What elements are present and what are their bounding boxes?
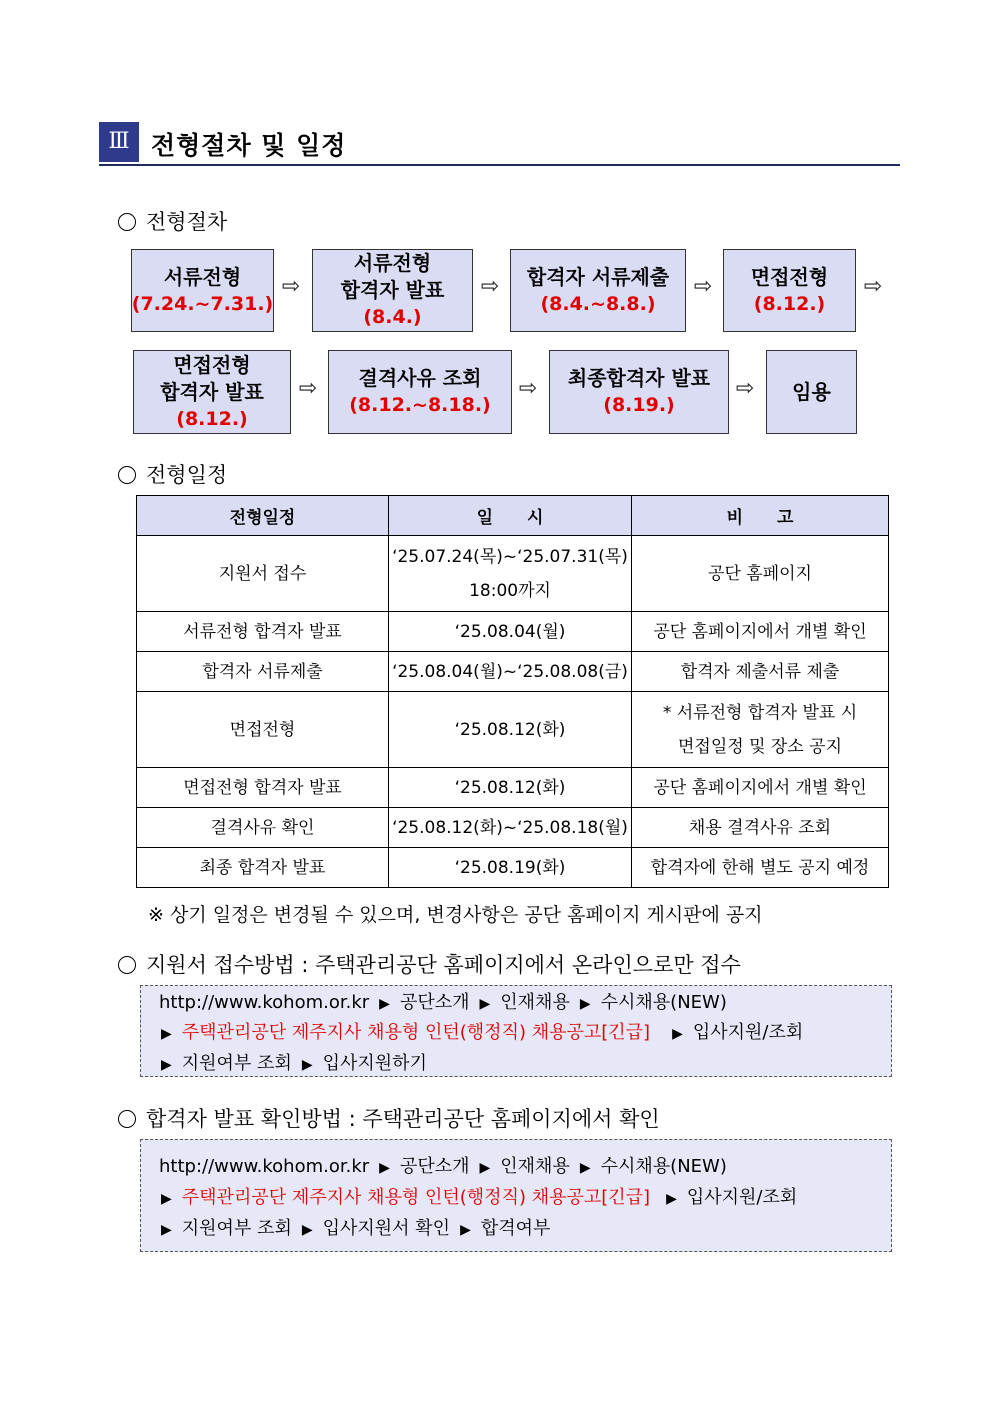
flow-step-final-result: 최종합격자 발표 (8.19.) xyxy=(549,350,729,434)
triangle-right-icon: ▶ xyxy=(460,1222,471,1238)
date-cell: ‘25.08.04(월) xyxy=(389,612,632,652)
triangle-right-icon: ▶ xyxy=(479,1160,491,1176)
table-row xyxy=(137,612,889,652)
schedule-table xyxy=(136,495,889,888)
date-cell: ‘25.08.12(화) xyxy=(389,692,632,768)
triangle-right-icon: ▶ xyxy=(161,1057,172,1073)
triangle-right-icon: ▶ xyxy=(161,1026,172,1042)
site-url[interactable]: http://www.kohom.or.kr xyxy=(159,1156,370,1177)
flow-step-disqualification-check: 결격사유 조회 (8.12.~8.18.) xyxy=(328,350,512,434)
schedule-heading: 전형일정 xyxy=(118,459,227,489)
date-cell: ‘25.08.12(화) xyxy=(389,768,632,808)
result-route-box xyxy=(140,1139,892,1252)
circle-bullet-icon xyxy=(118,466,136,484)
route-line: ▶ 주택관리공단 제주지사 채용형 인턴(행정직) 채용공고[긴급] ▶ 입사지원/조회 xyxy=(161,1187,798,1208)
job-posting-link[interactable]: 주택관리공단 제주지사 채용형 인턴(행정직) 채용공고[긴급] xyxy=(181,1022,651,1043)
triangle-right-icon: ▶ xyxy=(379,996,390,1012)
column-header: 비 고 xyxy=(632,496,889,536)
stage-cell: 지원서 접수 xyxy=(137,536,389,612)
note-cell: 공단 홈페이지에서 개별 확인 xyxy=(632,612,889,652)
circle-bullet-icon xyxy=(118,213,136,231)
table-row xyxy=(137,808,889,848)
note-cell: 합격자 제출서류 제출 xyxy=(632,652,889,692)
result-method-heading: 합격자 발표 확인방법 : 주택관리공단 홈페이지에서 확인 xyxy=(118,1103,660,1133)
column-header: 전형일정 xyxy=(137,496,389,536)
table-row xyxy=(137,692,889,768)
table-header-row xyxy=(137,496,889,536)
triangle-right-icon: ▶ xyxy=(161,1222,172,1238)
flow-step-appointment: 임용 xyxy=(766,350,857,434)
stage-cell: 면접전형 xyxy=(137,692,389,768)
procedure-heading: 전형절차 xyxy=(118,206,227,236)
route-line: http://www.kohom.or.kr ▶ 공단소개 ▶ 인재채용 ▶ 수시채용(NEW) xyxy=(159,1156,727,1177)
triangle-right-icon: ▶ xyxy=(301,1222,313,1238)
flow-step-interview-result: 면접전형 합격자 발표 (8.12.) xyxy=(133,350,291,434)
section-header xyxy=(99,122,900,166)
table-row xyxy=(137,536,889,612)
stage-cell: 결격사유 확인 xyxy=(137,808,389,848)
column-header: 일 시 xyxy=(389,496,632,536)
hollow-right-arrow-icon: ⇨ xyxy=(863,274,883,299)
apply-method-heading: 지원서 접수방법 : 주택관리공단 홈페이지에서 온라인으로만 접수 xyxy=(118,949,741,979)
note-cell: 공단 홈페이지 xyxy=(632,536,889,612)
hollow-right-arrow-icon: ⇨ xyxy=(735,376,755,401)
circle-bullet-icon xyxy=(118,1110,136,1128)
route-line: ▶ 주택관리공단 제주지사 채용형 인턴(행정직) 채용공고[긴급] ▶ 입사지원/조회 xyxy=(161,1022,804,1043)
hollow-right-arrow-icon: ⇨ xyxy=(693,274,713,299)
job-posting-link[interactable]: 주택관리공단 제주지사 채용형 인턴(행정직) 채용공고[긴급] xyxy=(181,1187,651,1208)
date-cell: ‘25.08.12(화)~‘25.08.18(월) xyxy=(389,808,632,848)
date-cell: ‘25.08.19(화) xyxy=(389,848,632,888)
triangle-right-icon: ▶ xyxy=(161,1191,172,1207)
table-row xyxy=(137,768,889,808)
section-title: 전형절차 및 일정 xyxy=(151,131,347,160)
route-line: ▶ 지원여부 조회 ▶ 입사지원하기 xyxy=(161,1053,427,1074)
note-cell: 합격자에 한해 별도 공지 예정 xyxy=(632,848,889,888)
hollow-right-arrow-icon: ⇨ xyxy=(298,376,318,401)
triangle-right-icon: ▶ xyxy=(579,996,591,1012)
triangle-right-icon: ▶ xyxy=(379,1160,390,1176)
triangle-right-icon: ▶ xyxy=(579,1160,591,1176)
stage-cell: 면접전형 합격자 발표 xyxy=(137,768,389,808)
route-line: http://www.kohom.or.kr ▶ 공단소개 ▶ 인재채용 ▶ 수시채용(NEW) xyxy=(159,992,727,1013)
stage-cell: 서류전형 합격자 발표 xyxy=(137,612,389,652)
hollow-right-arrow-icon: ⇨ xyxy=(480,274,500,299)
flow-step-interview: 면접전형 (8.12.) xyxy=(723,249,856,332)
flow-step-document-submission: 합격자 서류제출 (8.4.~8.8.) xyxy=(510,249,686,332)
section-number: Ⅲ xyxy=(99,122,139,162)
table-row xyxy=(137,652,889,692)
table-row xyxy=(137,848,889,888)
triangle-right-icon: ▶ xyxy=(672,1026,683,1042)
date-cell: ‘25.07.24(목)~‘25.07.31(목) 18:00까지 xyxy=(389,536,632,612)
apply-route-box xyxy=(140,985,892,1077)
flow-step-document-screening: 서류전형 (7.24.~7.31.) xyxy=(131,249,274,332)
hollow-right-arrow-icon: ⇨ xyxy=(281,274,301,299)
date-cell: ‘25.08.04(월)~‘25.08.08(금) xyxy=(389,652,632,692)
stage-cell: 합격자 서류제출 xyxy=(137,652,389,692)
route-line: ▶ 지원여부 조회 ▶ 입사지원서 확인 ▶ 합격여부 xyxy=(161,1218,551,1239)
note-cell: * 서류전형 합격자 발표 시 면접일정 및 장소 공지 xyxy=(632,692,889,768)
flow-step-document-result: 서류전형 합격자 발표 (8.4.) xyxy=(312,249,473,332)
note-cell: 공단 홈페이지에서 개별 확인 xyxy=(632,768,889,808)
schedule-footnote: ※ 상기 일정은 변경될 수 있으며, 변경사항은 공단 홈페이지 게시판에 공지 xyxy=(148,904,763,926)
hollow-right-arrow-icon: ⇨ xyxy=(518,376,538,401)
note-cell: 채용 결격사유 조회 xyxy=(632,808,889,848)
circle-bullet-icon xyxy=(118,956,136,974)
triangle-right-icon: ▶ xyxy=(301,1057,313,1073)
triangle-right-icon: ▶ xyxy=(666,1191,677,1207)
triangle-right-icon: ▶ xyxy=(479,996,491,1012)
stage-cell: 최종 합격자 발표 xyxy=(137,848,389,888)
site-url[interactable]: http://www.kohom.or.kr xyxy=(159,992,370,1013)
